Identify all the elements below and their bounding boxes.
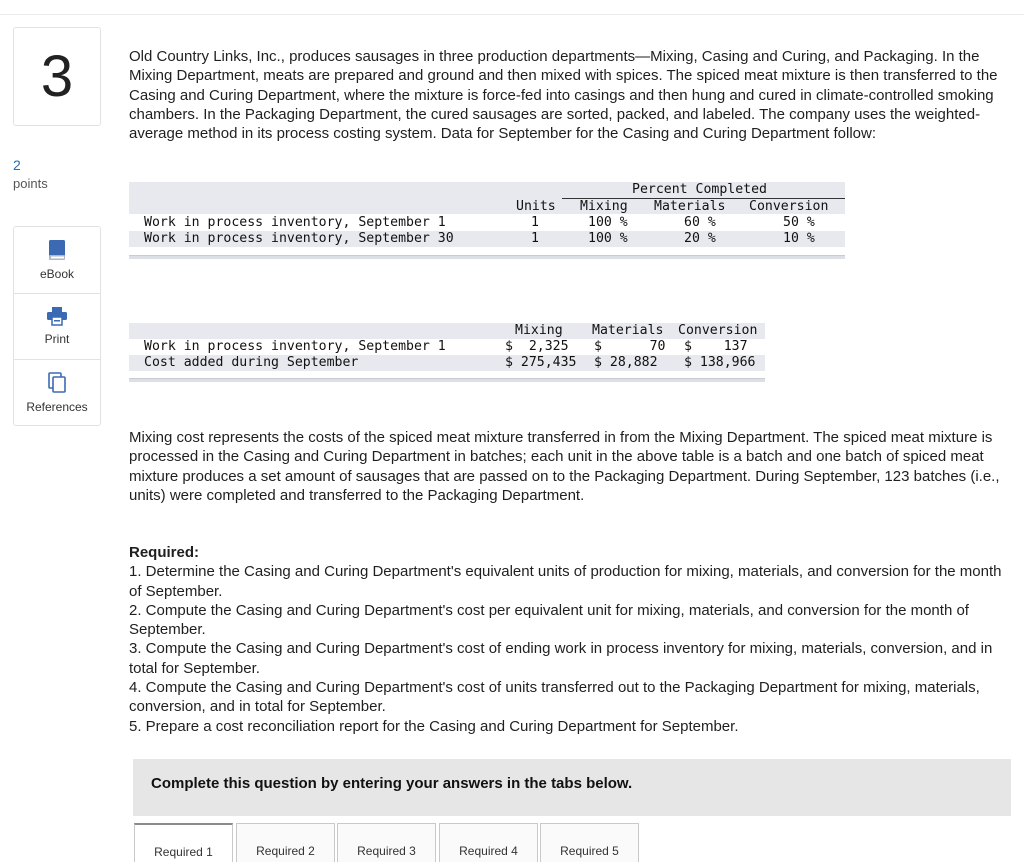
row1-mixing: 100 % [588, 215, 628, 230]
requirement-4: 4. Compute the Casing and Curing Department's cost of units transferred out to the Packaging Department for mixing, materials, conversion, and in total for September. [129, 679, 980, 716]
row2-materials: 20 % [684, 231, 716, 246]
points-label: points [13, 176, 48, 191]
col-mixing-header: Mixing [580, 199, 628, 214]
tab-required-1[interactable]: Required 1 [134, 823, 233, 862]
cost-col-conversion: Conversion [678, 323, 758, 338]
ebook-label: eBook [39, 266, 75, 281]
book-icon [47, 239, 67, 261]
requirement-5: 5. Prepare a cost reconciliation report for the Casing and Curing Department for September. [129, 717, 739, 735]
cost-row1-mixing: $ 2,325 [505, 339, 569, 354]
row1-materials: 60 % [684, 215, 716, 230]
requirement-3: 3. Compute the Casing and Curing Department's cost of ending work in process inventory for mixing, materials, conversion, and in total for September. [129, 640, 993, 677]
printer-icon [46, 306, 68, 326]
required-heading: Required: [129, 544, 200, 561]
mixing-note-block [129, 428, 1009, 505]
row1-label: Work in process inventory, September 1 [144, 215, 446, 230]
top-divider [0, 14, 1024, 15]
cost-row2-mixing: $ 275,435 [505, 355, 577, 370]
cost-row1-conversion: $ 137 [684, 339, 748, 354]
complete-prompt-text: Complete this question by entering your answers in the tabs below. [151, 775, 633, 792]
requirement-2: 2. Compute the Casing and Curing Department's cost per equivalent unit for mixing, materials, and conversion for the month of September. [129, 601, 969, 639]
cost-row1-label: Work in process inventory, September 1 [144, 339, 446, 354]
tab-required-5[interactable]: Required 5 [540, 823, 639, 862]
print-label: Print [44, 332, 70, 347]
row2-conversion: 10 % [783, 231, 815, 246]
ebook-button[interactable] [14, 227, 100, 294]
references-button[interactable] [14, 360, 100, 427]
complete-prompt-banner [133, 759, 1011, 816]
question-body [129, 47, 1009, 143]
row2-units: 1 [531, 231, 539, 246]
cost-col-mixing: Mixing [515, 323, 563, 338]
cost-row1-materials: $ 70 [594, 339, 666, 354]
col-conversion-header: Conversion [749, 199, 829, 214]
tab-required-3[interactable]: Required 3 [337, 823, 436, 862]
points-value: 2 [13, 157, 21, 173]
tab-required-4[interactable]: Required 4 [439, 823, 538, 862]
row2-label: Work in process inventory, September 30 [144, 231, 454, 246]
question-number: 3 [13, 27, 101, 126]
row1-conversion: 50 % [783, 215, 815, 230]
table2-bottom-border [129, 378, 765, 382]
table2-header-band [129, 323, 765, 339]
requirement-1: 1. Determine the Casing and Curing Department's equivalent units of production for mixing, materials, and conversion for the month of September. [129, 563, 1002, 600]
references-label: References [26, 400, 88, 415]
references-icon [47, 372, 67, 394]
cost-col-materials: Materials [592, 323, 664, 338]
col-units-header: Units [516, 199, 556, 214]
cost-row2-conversion: $ 138,966 [684, 355, 756, 370]
cost-row2-materials: $ 28,882 [594, 355, 658, 370]
cost-row2-label: Cost added during September [144, 355, 359, 370]
print-button[interactable] [14, 294, 100, 361]
intro-paragraph: Old Country Links, Inc., produces sausages in three production departments—Mixing, Casing and Curing, and Packaging. In the Mixing Department, meats are prepared and ground and then mixed with spices. The spiced meat mixture is then transferred to the Casing and Curing Department, where the mixture is force-fed into casings and then hung and cured in climate-controlled smoking chambers. In the Packaging Department, the cured sausages are sorted, packed, and labeled. The company uses the weighted-average method in its process costing system. Data for September for the Casing and Curing Department follow: [129, 48, 998, 143]
row1-units: 1 [531, 215, 539, 230]
required-block [129, 543, 1009, 736]
mixing-note: Mixing cost represents the costs of the spiced meat mixture transferred in from the Mixing Department. The spiced meat mixture is processed in the Casing and Curing Department in batches; each unit in the above table is a batch and one batch of spiced meat mixture produces a set amount of sausages that are passed on to the Packaging Department. During September, 123 batches (i.e., units) were completed and transferred to the Packaging Department. [129, 429, 1000, 504]
row2-mixing: 100 % [588, 231, 628, 246]
percent-completed-header: Percent Completed [632, 182, 767, 197]
table1-bottom-border [129, 255, 845, 259]
tab-required-2[interactable]: Required 2 [236, 823, 335, 862]
side-tools-panel [13, 226, 101, 426]
col-materials-header: Materials [654, 199, 726, 214]
